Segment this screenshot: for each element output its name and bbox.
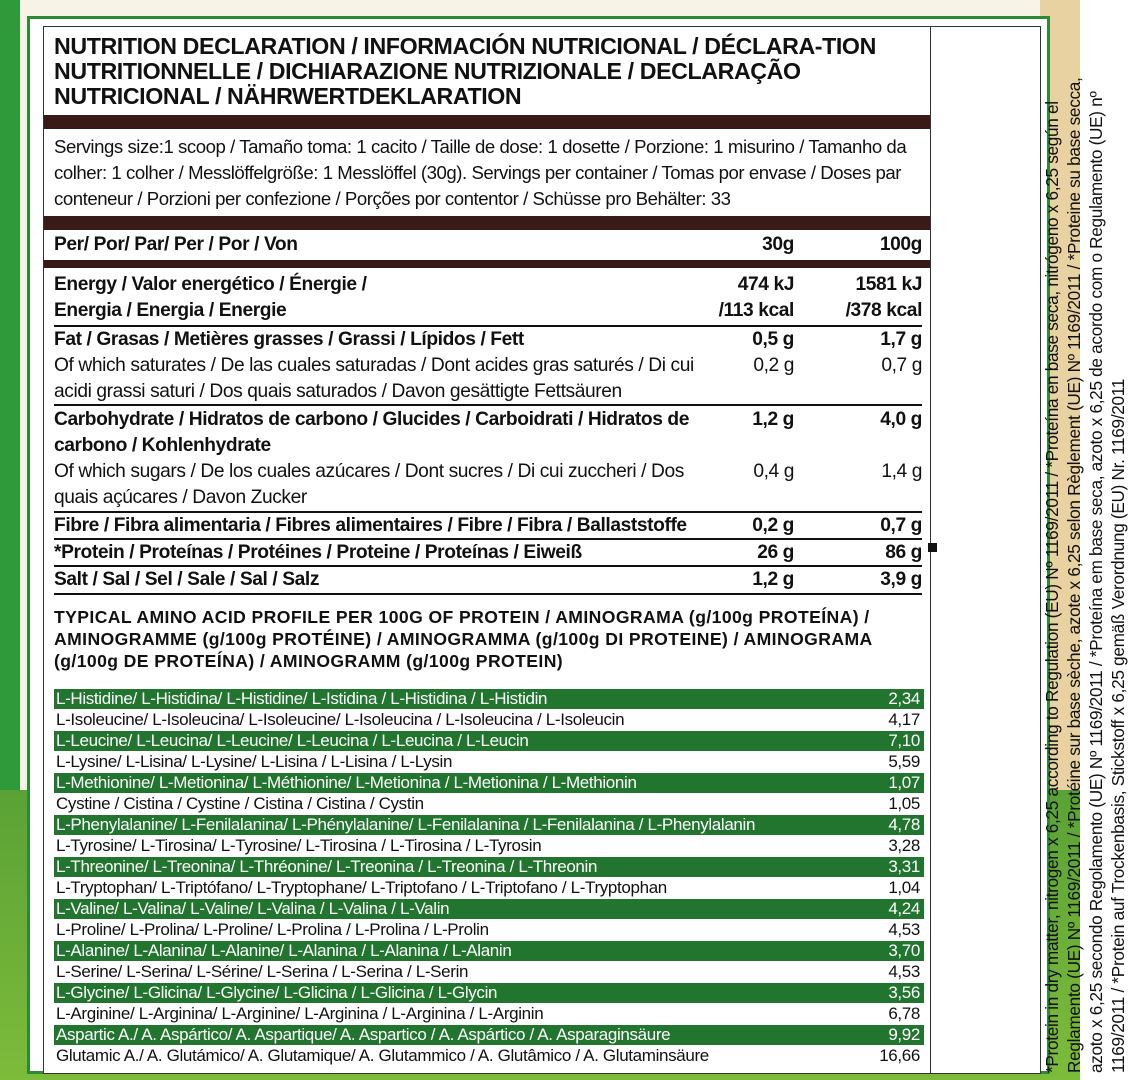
amino-value: 3,31 [888,857,920,876]
amino-row [54,941,924,961]
amino-value: 5,59 [888,752,920,771]
divider-salt [54,593,922,595]
fat-30g: 0,5 g [752,329,794,350]
saturates-100g: 0,7 g [881,355,922,376]
energy-100g-kcal: /378 kcal [845,300,922,321]
marker-square [928,543,937,552]
energy-30g-kcal: /113 kcal [718,300,794,321]
sugars-30g: 0,4 g [753,461,794,482]
amino-value: 3,56 [888,983,920,1002]
per-label: Per/ Por/ Par/ Per / Por / Von [54,234,298,255]
energy-100g-kj: 1581 kJ [855,274,922,295]
amino-row [54,1046,924,1066]
amino-profile-title: TYPICAL AMINO ACID PROFILE PER 100G OF PROTEIN / AMINOGRAMA (g/100g PROTEÍNA) / AMINOGRAMME (g/100g PROTÉINE) / AMINOGRAMMA (g/100g DI PROTEINE) / AMINOGRAMA (g/100g DE PROTEÍNA) / AMINOGRAMM (g/100g PROTEIN) [54,607,872,671]
divider-bar-middle [44,216,930,230]
amino-name: L-Leucine/ L-Leucina/ L-Leucine/ L-Leucina / L-Leucina / L-Leucin [56,731,529,750]
amino-row [54,983,924,1003]
amino-row [54,689,924,709]
amino-name: L-Tyrosine/ L-Tirosina/ L-Tyrosine/ L-Tirosina / L-Tirosina / L-Tyrosin [56,836,542,855]
energy-30g-kj: 474 kJ [737,274,794,295]
amino-value: 16,66 [879,1046,920,1065]
salt-label: Salt / Sal / Sel / Sale / Sal / Salz [54,569,320,590]
carbohydrate-label-1: Carbohydrate / Hidratos de carbono / Glucides / Carboidrati / Hidratos de [54,409,690,430]
sugars-label-2: quais açúcares / Davon Zucker [54,487,307,508]
amino-name: L-Alanine/ L-Alanina/ L-Alanine/ L-Alanina / L-Alanina / L-Alanin [56,941,512,960]
amino-row [54,962,924,982]
amino-value: 4,53 [888,962,920,981]
amino-name: Glutamic A./ A. Glutámico/ A. Glutamique/ A. Glutammico / A. Glutâmico / A. Glutaminsäure [56,1046,709,1065]
amino-row [54,731,924,751]
amino-name: L-Histidine/ L-Histidina/ L-Histidine/ L-Istidina / L-Histidina / L-Histidin [56,689,548,708]
amino-value: 1,07 [888,773,920,792]
amino-name: L-Threonine/ L-Treonina/ L-Thréonine/ L-Treonina / L-Treonina / L-Threonin [56,857,598,876]
amino-value: 4,24 [888,899,920,918]
amino-row [54,857,924,877]
col-100g-header: 100g [879,234,922,255]
carbohydrate-100g: 4,0 g [880,409,922,430]
amino-name: Aspartic A./ A. Aspártico/ A. Aspartique/ A. Aspartico / A. Aspártico / A. Asparaginsäure [56,1025,671,1044]
amino-name: L-Phenylalanine/ L-Fenilalanina/ L-Phénylalanine/ L-Fenilalanina / L-Fenilalanina / L-Phenylalanin [56,815,756,834]
amino-name: L-Valine/ L-Valina/ L-Valine/ L-Valina / L-Valina / L-Valin [56,899,450,918]
divider-fat [54,404,922,406]
amino-row [54,773,924,793]
fibre-label: Fibre / Fibra alimentaria / Fibres alimentaires / Fibre / Fibra / Ballaststoffe [54,515,687,536]
sugars-100g: 1,4 g [881,461,922,482]
amino-row [54,899,924,919]
amino-value: 9,92 [888,1025,920,1044]
carbohydrate-label-2: carbono / Kohlenhydrate [54,435,271,456]
divider-bar-top [44,115,930,129]
amino-row [54,836,924,856]
fat-100g: 1,7 g [880,329,922,350]
fat-label: Fat / Grasas / Metières grasses / Grassi / Lípidos / Fett [54,329,524,350]
amino-value: 3,28 [888,836,920,855]
amino-value: 4,53 [888,920,920,939]
amino-value: 3,70 [888,941,920,960]
amino-row [54,1004,924,1024]
amino-row [54,920,924,940]
amino-name: Cystine / Cistina / Cystine / Cistina / Cistina / Cystin [56,794,424,813]
amino-row [54,815,924,835]
amino-name: L-Glycine/ L-Glicina/ L-Glycine/ L-Glicina / L-Glicina / L-Glycin [56,983,498,1002]
protein-100g: 86 g [885,542,922,563]
col-30g-header: 30g [762,234,794,255]
amino-name: L-Isoleucine/ L-Isoleucina/ L-Isoleucine/ L-Isoleucina / L-Isoleucina / L-Isoleucin [56,710,625,729]
amino-row [54,794,924,814]
amino-value: 1,05 [888,794,920,813]
divider-bar-header [44,260,930,268]
energy-label-2: Energia / Energia / Energie [54,300,287,321]
amino-name: L-Proline/ L-Prolina/ L-Proline/ L-Prolina / L-Prolina / L-Prolin [56,920,489,939]
protein-footnote: *Protein in dry matter, nitrogen x 6,25 according to Regulation (EU) Nº 1169/2011 / *Proteína en base seca, nitrógeno x 6,25 según el Reglamento (UE) Nº 1169/2011 / *Protéine sur base sèche, azote x 6,25 selon Règlement (UE) Nº 1169/2011 / *Proteine su base secca, azoto x 6,25 secondo Regolamento (UE) Nº 1169/2011 / *Proteína em base seca, azoto x 6,25 de acordo com o Regulamento (UE) nº 1169/2011 / *Protein auf Trockenbasis, Stickstoff x 6,25 gemäß Verordnung (EU) Nr. 1169/2011 [1042,77,1128,1073]
amino-name: L-Tryptophan/ L-Triptófano/ L-Tryptophane/ L-Triptofano / L-Triptofano / L-Tryptophan [56,878,667,897]
salt-30g: 1,2 g [752,569,794,590]
saturates-30g: 0,2 g [753,355,794,376]
saturates-label-2: acidi grassi saturi / Dos quais saturados / Davon gesättigte Fettsäuren [54,381,622,402]
amino-name: L-Lysine/ L-Lisina/ L-Lysine/ L-Lisina / L-Lisina / L-Lysin [56,752,453,771]
amino-value: 4,17 [888,710,920,729]
sugars-label-1: Of which sugars / De los cuales azúcares / Dont sucres / Di cui zuccheri / Dos [54,461,684,482]
amino-name: L-Serine/ L-Serina/ L-Sérine/ L-Serina / L-Serina / L-Serin [56,962,469,981]
carbohydrate-30g: 1,2 g [752,409,794,430]
amino-name: L-Arginine/ L-Arginina/ L-Arginine/ L-Arginina / L-Arginina / L-Arginin [56,1004,544,1023]
energy-label-1: Energy / Valor energético / Énergie / [54,274,367,295]
amino-row [54,878,924,898]
protein-label: *Protein / Proteínas / Protéines / Proteine / Proteínas / Eiweiß [54,542,582,563]
salt-100g: 3,9 g [880,569,922,590]
footnote-box [931,26,1128,1074]
amino-name: L-Methionine/ L-Metionina/ L-Méthionine/ L-Metionina / L-Metionina / L-Methionin [56,773,637,792]
amino-row [54,710,924,730]
fibre-100g: 0,7 g [880,515,922,536]
amino-value: 6,78 [888,1004,920,1023]
declaration-title: NUTRITION DECLARATION / INFORMACIÓN NUTRICIONAL / DÉCLARA-TION NUTRITIONNELLE / DICHIARAZIONE NUTRIZIONALE / DECLARAÇÃO NUTRICIONAL / NÄHRWERTDEKLARATION [54,33,876,109]
amino-value: 4,78 [888,815,920,834]
amino-value: 1,04 [888,878,920,897]
amino-row [54,752,924,772]
amino-value: 7,10 [888,731,920,750]
saturates-label-1: Of which saturates / De las cuales saturadas / Dont acides gras saturés / Di cui [54,355,694,376]
fibre-30g: 0,2 g [752,515,794,536]
amino-value: 2,34 [888,689,920,708]
protein-30g: 26 g [757,542,794,563]
amino-row [54,1025,924,1045]
servings-info: Servings size:1 scoop / Tamaño toma: 1 cacito / Taille de dose: 1 dosette / Porzione: 1 misurino / Tamanho da colher: 1 colher / Messlöffelgröße: 1 Messlöffel (30g). Servings per container / Tomas por envase / Doses par conteneur / Porzioni per confezione / Porções por contentor / Schüsse pro Behälter: 33 [54,136,907,209]
